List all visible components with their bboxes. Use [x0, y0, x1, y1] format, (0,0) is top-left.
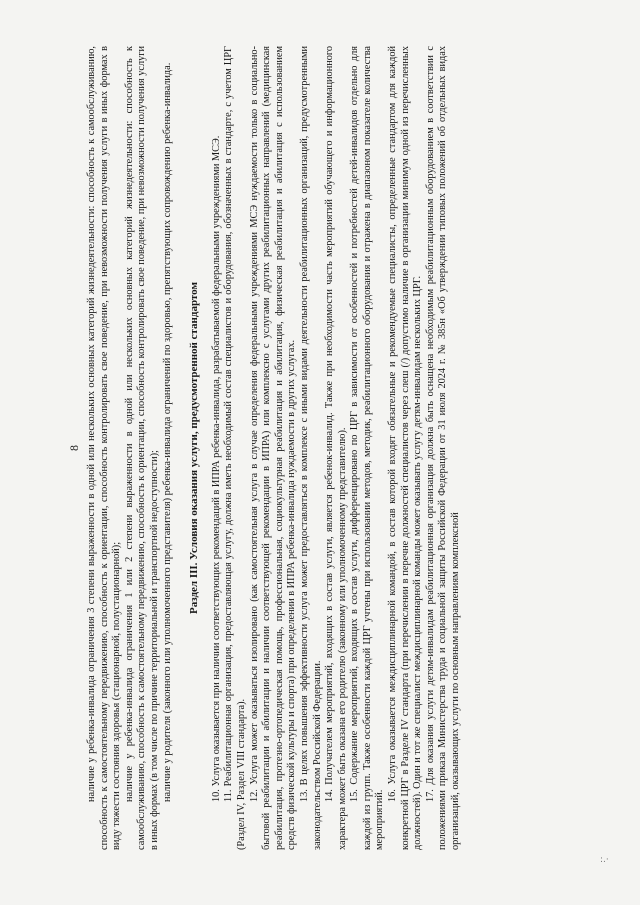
section-title: Раздел III. Условия оказания услуги, предусмотренной стандартом	[188, 282, 201, 614]
paragraph-condition-severity-3: наличие у ребенка-инвалида ограничения 3 степени выраженности в одной или нескольких основных категорий жизнедеятельности: способность к самообслуживанию, способность к самостоятельному передвижению, способность к ориентации, способность контролировать свое поведение, при невозможности получения услуги в иных формах в виду тяжести состояния здоровья (стационарной, полустационарной);	[86, 46, 123, 850]
page-number: 8	[67, 445, 81, 451]
document-page	[60, 22, 580, 882]
scan-artifact-marks: :.·	[600, 855, 609, 865]
paragraph-11: 11. Реабилитационная организация, предоставляющая услугу, должна иметь необходимый состав специалистов и оборудования, обозначенных в стандарте, с учетом ЦРГ (Раздел IV, Раздел VIII стандарта).	[223, 46, 247, 850]
paragraph-16: 16. Услуга оказывается междисциплинарной командой, в состав которой входят обязательные и рекомендуемые специалисты, определенные стандартом для каждой конкретной ЦРГ в Разделе IV стандарта (при перечислении в перечне должностей специалистов через слеш (/) допустимо наличие в организации минимум одной из перечисленных должностей). Один и тот же специалист междисциплинарной команды может оказывать услугу детям-инвалидам нескольких ЦРГ.	[387, 46, 424, 850]
paragraph-10: 10. Услуга оказывается при наличии соответствующих рекомендаций в ИПРА ребенка-инвалида, разрабатываемой федеральными учреждениями МСЭ.	[210, 135, 222, 802]
paragraph-13: 13. В целях повышения эффективности услуга может предоставляться в комплексе с иными видами деятельности реабилитационных организаций, предусмотренными законодательством Российской Федерации.	[298, 46, 323, 850]
paragraph-14: 14. Получателем мероприятий, входящих в состав услуги, является ребенок-инвалид. Также при необходимости часть мероприятий обучающего и информационного характера может быть оказана его родителю (законному или уполномоченному представителю).	[324, 46, 348, 850]
paragraph-condition-severity-1-2: наличие у ребенка-инвалида ограничения 1 или 2 степени выраженности в одной или нескольких основных категорий жизнедеятельности: способность к самообслуживанию, способность к самостоятельному передвижению, способность к ориентации, способность контролировать свое поведение, при невозможности получения услуги в иных формах (в том числе по причине территориальной и транспортной недоступности);	[123, 46, 160, 850]
paragraph-15: 15. Содержание мероприятий, входящих в состав услуги, дифференцировано по ЦРГ в зависимости от особенностей и потребностей детей-инвалидов отдельно для каждой из групп. Также особенности каждой ЦРГ учтены при использовании методов, методик, реабилитационного оборудования и отражена в диапазоном показателе количества мероприятий.	[349, 46, 386, 850]
paragraph-12: 12. Услуга может оказываться изолировано (как самостоятельная услуга в случае определения федеральными учреждениями МСЭ нуждаемости только в социально-бытовой реабилитации и абилитации и наличии соответствующей рекомендации в ИПРА) или комплексно с услугами других реабилитационных направлений (медицинская реабилитация, протезно-ортопедическая помощь, профессиональная, социокультурная реабилитация и абилитация, физическая реабилитация и абилитация с использованием средств физической культуры и спорта) при определении в ИПРА ребенка-инвалида нуждаемости в других услугах.	[248, 46, 298, 850]
paragraph-condition-parent: наличие у родителя (законного или уполномоченного представителя) ребенка-инвалида ограничений по здоровью, препятствующих сопровождению ребенка-инвалида.	[161, 62, 173, 802]
paragraph-17: 17. Для оказания услуги детям-инвалидам реабилитационная организация должна быть оснащена необходимым реабилитационным оборудованием в соответствии с положениями приказа Министерства труда и социальной защиты Российской Федерации от 31 июля 2024 г. № 385н «Об утверждении типовых положений об отдельных видах организаций, оказывающих услуги по основным направлениям комплексной	[424, 46, 462, 850]
